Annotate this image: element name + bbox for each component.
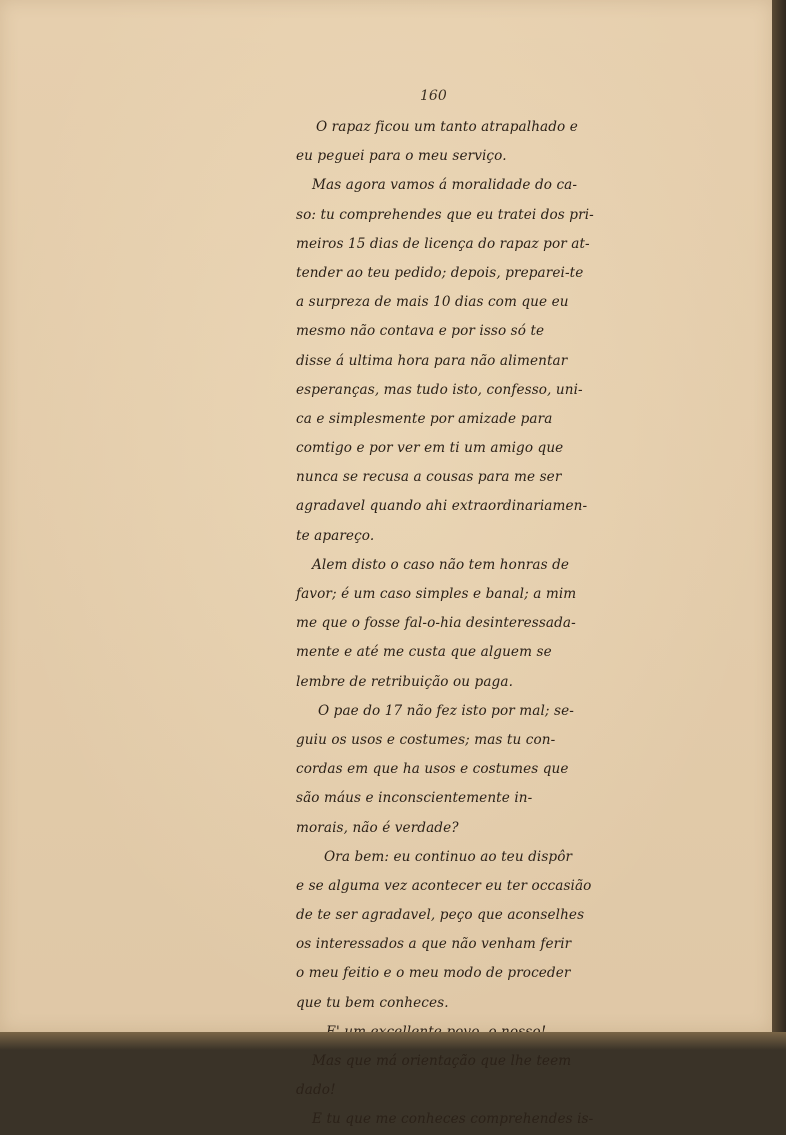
text-line: os interessados a que não venham ferir (296, 936, 572, 953)
text-line: O pae do 17 não fez isto por mal; se- (318, 702, 574, 719)
text-line: ca e simplesmente por amizade para (296, 410, 553, 427)
text-line: tender ao teu pedido; depois, preparei-te (296, 264, 584, 281)
text-line: favor; é um caso simples e banal; a mim (296, 586, 577, 602)
page-edge-bottom (0, 1032, 786, 1050)
text-line: são máus e inconscientemente in- (296, 790, 533, 807)
text-line: esperanças, mas tudo isto, confesso, uni- (296, 381, 583, 398)
text-line: meiros 15 dias de licença do rapaz por at- (296, 235, 590, 252)
text-line: a surpreza de mais 10 dias com que eu (296, 294, 569, 311)
text-line: lembre de retribuição ou paga. (296, 673, 513, 690)
handwritten-text (296, 113, 682, 1135)
text-line: Mas agora vamos á moralidade do ca- (312, 177, 578, 194)
text-line: guiu os usos e costumes; mas tu con- (296, 731, 556, 748)
text-line: disse á ultima hora para não alimentar (296, 352, 568, 369)
text-line: morais, não é verdade? (296, 819, 459, 836)
text-line: O rapaz ficou um tanto atrapalhado e (316, 119, 578, 135)
text-line: Mas que má orientação que lhe teem (312, 1053, 572, 1069)
text-line: agradavel quando ahi extraordinariamen- (296, 498, 588, 515)
text-line: eu peguei para o meu serviço. (296, 148, 507, 165)
text-line: mesmo não contava e por isso só te (296, 323, 545, 340)
text-line: so: tu comprehendes que eu tratei dos pri- (296, 206, 594, 223)
text-line: o meu feitio e o meu modo de proceder (296, 965, 571, 982)
text-line: Ora bem: eu continuo ao teu dispôr (324, 848, 573, 865)
text-line: dado! (296, 1082, 336, 1099)
text-line: E tu que me conheces comprehendes is- (312, 1111, 594, 1128)
text-line: que tu bem conheces. (296, 994, 449, 1011)
page-edge-right (772, 0, 786, 1050)
text-line: Alem disto o caso não tem honras de (312, 556, 570, 573)
text-line: mente e até me custa que alguem se (296, 644, 552, 661)
text-line: nunca se recusa a cousas para me ser (296, 469, 562, 486)
page-number: 160 (420, 88, 447, 104)
text-line: me que o fosse fal-o-hia desinteressada- (296, 615, 576, 632)
text-line: comtigo e por ver em ti um amigo que (296, 440, 564, 457)
text-line: e se alguma vez acontecer eu ter occasião (296, 877, 592, 894)
text-line: de te ser agradavel, peço que aconselhes (296, 907, 585, 924)
text-line: cordas em que ha usos e costumes que (296, 761, 569, 778)
text-line: te apareço. (296, 527, 375, 544)
